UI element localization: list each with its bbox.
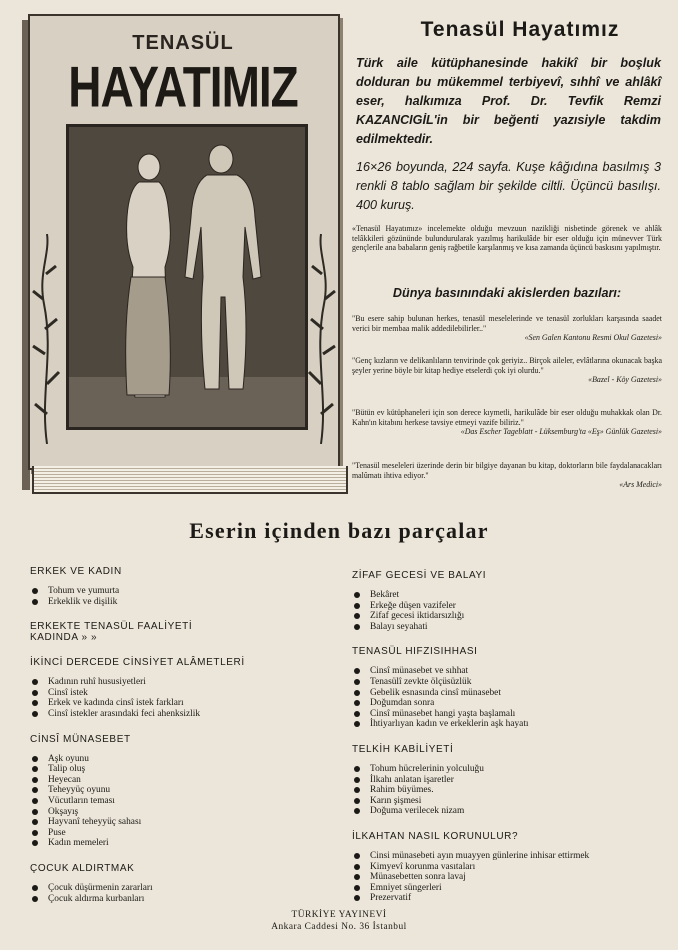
bullet-icon	[32, 756, 38, 762]
list-item-text: İhtiyarlıyan kadın ve erkeklerin aşk hayatı	[370, 719, 529, 730]
contents-section	[30, 863, 330, 904]
list-item-text: Tenasülî zevkte ölçüsüzlük	[370, 676, 472, 687]
press-quote	[352, 408, 662, 437]
quote-source: «Ars Medici»	[619, 480, 662, 490]
list-item-text: Heyecan	[48, 774, 81, 785]
bullet-icon	[354, 864, 360, 870]
bullet-icon	[354, 787, 360, 793]
contents-section	[352, 744, 664, 817]
list-item	[352, 851, 664, 862]
list-item-text: Cinsî münasebet ve sıhhat	[370, 666, 469, 677]
list-item-text: Prezervatif	[370, 893, 412, 904]
female-figure	[126, 154, 171, 397]
list-item	[30, 807, 330, 818]
list-item-text: Gebelik esnasında cinsî münasebet	[370, 687, 501, 698]
list-item	[352, 666, 664, 677]
quote-text: "Bu esere sahip bulunan herkes, tenasül meselelerinde ve tenasül zorlukları karşısında saadet verici bir membaa malik addedilebilirler.."	[352, 314, 662, 333]
bullet-icon	[32, 840, 38, 846]
list-item-text: Erkeklik ve dişilik	[48, 596, 118, 607]
list-item	[352, 688, 664, 699]
list-item	[30, 785, 330, 796]
list-item	[352, 622, 664, 633]
list-item-text: Hayvanî teheyyüç sahası	[48, 817, 142, 828]
list-item-text: Erkeğe düşen vazifeler	[370, 600, 456, 611]
quote-text: "Bütün ev kütüphaneleri için son derece kıymetli, harikulâde bir eser olduğu muhakkak olan Dr. Kahn'ın kitabını herkese tavsiye etmeyi vazife biliriz."	[352, 408, 662, 427]
bullet-icon	[354, 766, 360, 772]
quote-source: «Bazel - Köy Gazetesi»	[588, 375, 662, 385]
bullet-icon	[32, 809, 38, 815]
bullet-icon	[354, 613, 360, 619]
bullet-icon	[354, 895, 360, 901]
contents-heading: Eserin içinden bazı parçalar	[189, 518, 489, 543]
list-item	[352, 709, 664, 720]
quote-source: «Das Escher Tageblatt - Lüksemburg'ta «Eş» Günlük Gazetesi»	[460, 427, 662, 437]
bullet-icon	[32, 798, 38, 804]
list-item	[30, 754, 330, 765]
list-item-text: Cinsi münasebeti ayın muayyen günlerine inhisar ettirmek	[370, 850, 590, 861]
list-item-text: Tohum ve yumurta	[48, 586, 120, 596]
bullet-icon	[32, 679, 38, 685]
section-title: TENASÜL HIFZISIHHASI	[352, 646, 478, 658]
list-item-text: Cinsî istek	[48, 687, 88, 698]
bullet-icon	[354, 690, 360, 696]
bullet-icon	[32, 819, 38, 825]
list-item	[352, 611, 664, 622]
list-item	[30, 698, 330, 709]
list-item-text: Tohum hücrelerinin yolculuğu	[370, 763, 484, 774]
cover-subtitle: TENASÜL	[132, 32, 234, 54]
cover-figures-illustration	[66, 124, 308, 430]
list-item-text: Puse	[48, 827, 66, 838]
list-item	[352, 775, 664, 786]
publisher-name: TÜRKİYE YAYINEVİ	[291, 910, 387, 920]
section-title: ÇOCUK ALDIRTMAK	[30, 862, 135, 874]
list-item-text: Zifaf gecesi iktidarsızlığı	[370, 611, 465, 622]
cover-title: HAYATIMIZ	[68, 54, 298, 119]
list-item-text: Talip oluş	[48, 764, 86, 775]
list-item	[30, 764, 330, 775]
contents-section	[352, 646, 664, 730]
list-item-text: Erkek ve kadında cinsî istek farkları	[48, 698, 184, 709]
list-item-text: Doğumdan sonra	[370, 698, 435, 709]
list-item-text: Bekâret	[370, 590, 400, 600]
contents-section	[352, 570, 664, 632]
bullet-icon	[354, 808, 360, 814]
press-quote	[352, 314, 662, 343]
foliage-decoration-left	[30, 234, 64, 444]
bullet-icon	[354, 592, 360, 598]
bullet-icon	[32, 766, 38, 772]
foliage-decoration-right	[304, 234, 338, 444]
contents-column-left	[30, 566, 330, 918]
list-item	[352, 893, 664, 904]
bullet-icon	[32, 896, 38, 902]
contents-section	[30, 734, 330, 849]
specs-paragraph: 16×26 boyunda, 224 sayfa. Kuşe kâğıdına basılmış 3 renkli 8 tablo sağlam bir şekilde ciltli. Üçüncü basılışı. 400 kuruş.	[356, 160, 661, 212]
list-item	[352, 883, 664, 894]
list-item-text: Okşayış	[48, 806, 79, 817]
press-quote	[352, 356, 662, 385]
list-item	[30, 883, 330, 894]
bullet-icon	[354, 711, 360, 717]
contents-section	[352, 831, 664, 904]
book-illustration	[22, 14, 344, 494]
list-item	[352, 785, 664, 796]
list-item	[352, 796, 664, 807]
bullet-icon	[32, 588, 38, 594]
bullet-icon	[354, 777, 360, 783]
list-item	[352, 872, 664, 883]
list-item	[352, 764, 664, 775]
publisher-footer	[0, 909, 678, 933]
list-item	[30, 775, 330, 786]
book-pages	[32, 466, 348, 494]
list-item	[352, 806, 664, 817]
list-item-text: Cinsî istekler arasındaki feci ahenksizlik	[48, 708, 201, 719]
bullet-icon	[354, 679, 360, 685]
bullet-icon	[32, 711, 38, 717]
bullet-icon	[354, 721, 360, 727]
bullet-icon	[354, 603, 360, 609]
list-item	[352, 719, 664, 730]
bullet-icon	[354, 668, 360, 674]
bullet-icon	[32, 700, 38, 706]
list-item-text: Kadının ruhî hususiyetleri	[48, 677, 146, 688]
list-item	[30, 597, 330, 608]
bullet-icon	[354, 885, 360, 891]
bullet-icon	[354, 700, 360, 706]
section-title: TELKİH KABİLİYETİ	[352, 743, 454, 755]
list-item-text: Çocuk düşürmenin zararları	[48, 882, 153, 893]
bullet-icon	[354, 874, 360, 880]
publisher-address: Ankara Caddesi No. 36 İstanbul	[271, 922, 407, 932]
list-item-text: Münasebetten sonra lavaj	[370, 872, 466, 883]
section-title: ZİFAF GECESİ VE BALAYI	[352, 570, 487, 581]
list-item-text: Cinsî münasebet hangi yaşta başlamalı	[370, 708, 516, 719]
list-item	[30, 838, 330, 849]
contents-section	[30, 657, 330, 719]
list-item	[352, 590, 664, 601]
list-item	[352, 677, 664, 688]
list-item	[30, 828, 330, 839]
list-item-text: Rahim büyümes.	[370, 785, 434, 796]
section-title: CİNSÎ MÜNASEBET	[30, 733, 131, 745]
intro-paragraph: Türk aile kütüphanesinde hakikî bir boşluk dolduran bu mükemmel terbiyevî, sıhhî ve ahlâkî eser, halkımıza Prof. Dr. Tevfik Remzi KAZANCIGİL'in bir beğenti yazısiyle takdim edilmektedir.	[356, 56, 661, 146]
list-item	[352, 698, 664, 709]
bullet-icon	[32, 690, 38, 696]
list-item-text: İlkahı anlatan işaretler	[370, 774, 454, 785]
section-title: İLKAHTAN NASIL KORUNULUR?	[352, 830, 519, 842]
list-item-text: Karın şişmesi	[370, 795, 422, 806]
list-item	[352, 862, 664, 873]
contents-section	[30, 621, 330, 643]
press-quote	[352, 461, 662, 490]
contents-column-right	[352, 570, 664, 918]
quote-text: "Genç kızların ve delikanlıların tenvirinde çok geriyiz.. Birçok aileler, evlâtlarına okunacak başka şeyler yerine böyle bir kitap hediye etselerdi çok iyi olurdu."	[352, 356, 662, 375]
list-item-text: Kadın memeleri	[48, 838, 109, 849]
quote-text: "Tenasül meseleleri üzerinde derin bir bilgiye dayanan bu kitap, doktorların bile faydalanacakları malûmatı ihtiva ediyor."	[352, 461, 662, 480]
list-item-text: Aşk oyunu	[48, 753, 89, 764]
list-item-text: Doğuma verilecek nizam	[370, 806, 465, 817]
list-item-text: Teheyyüç oyunu	[48, 785, 111, 796]
list-item	[30, 688, 330, 699]
bullet-icon	[32, 787, 38, 793]
list-item-text: Çocuk aldırma kurbanları	[48, 893, 145, 904]
section-title: ERKEK VE KADIN	[30, 566, 122, 577]
list-item-text: Kimyevî korunma vasıtaları	[370, 861, 476, 872]
ad-title: Tenasül Hayatımız	[420, 18, 620, 41]
list-item-text: Vücutların teması	[48, 795, 115, 806]
bullet-icon	[354, 624, 360, 630]
list-item	[30, 796, 330, 807]
bullet-icon	[354, 853, 360, 859]
list-item	[30, 677, 330, 688]
contents-section	[30, 566, 330, 607]
bullet-icon	[32, 777, 38, 783]
list-item-text: Emniyet süngerleri	[370, 882, 442, 893]
quote-source: «Sen Galen Kantonu Resmi Okul Gazetesi»	[524, 333, 662, 343]
section-title: ERKEKTE TENASÜL FAALİYETİ KADINDA » »	[30, 621, 193, 644]
list-item	[30, 894, 330, 905]
press-subheading: Dünya basınındaki akislerden bazıları:	[392, 286, 622, 300]
list-item	[352, 601, 664, 612]
bullet-icon	[32, 599, 38, 605]
list-item	[30, 817, 330, 828]
description-paragraph: «Tenasül Hayatımız» incelemekte olduğu mevzuun nazikliği nisbetinde görenek ve ahlâk telâkkileri gözününde bulundurularak yazılmış harikulâde bir eser olduğu için münevver Türk gençlerile ana babaların geniş rağbetile karşılanmış ve kısa zamanda üçüncü baskısını yapılmıştır.	[352, 224, 662, 253]
list-item	[30, 709, 330, 720]
bullet-icon	[354, 798, 360, 804]
list-item	[30, 586, 330, 597]
list-item-text: Balayı seyahati	[370, 621, 428, 632]
section-title: İKİNCİ DERCEDE CİNSİYET ALÂMETLERİ	[30, 657, 245, 669]
bullet-icon	[32, 885, 38, 891]
bullet-icon	[32, 830, 38, 836]
